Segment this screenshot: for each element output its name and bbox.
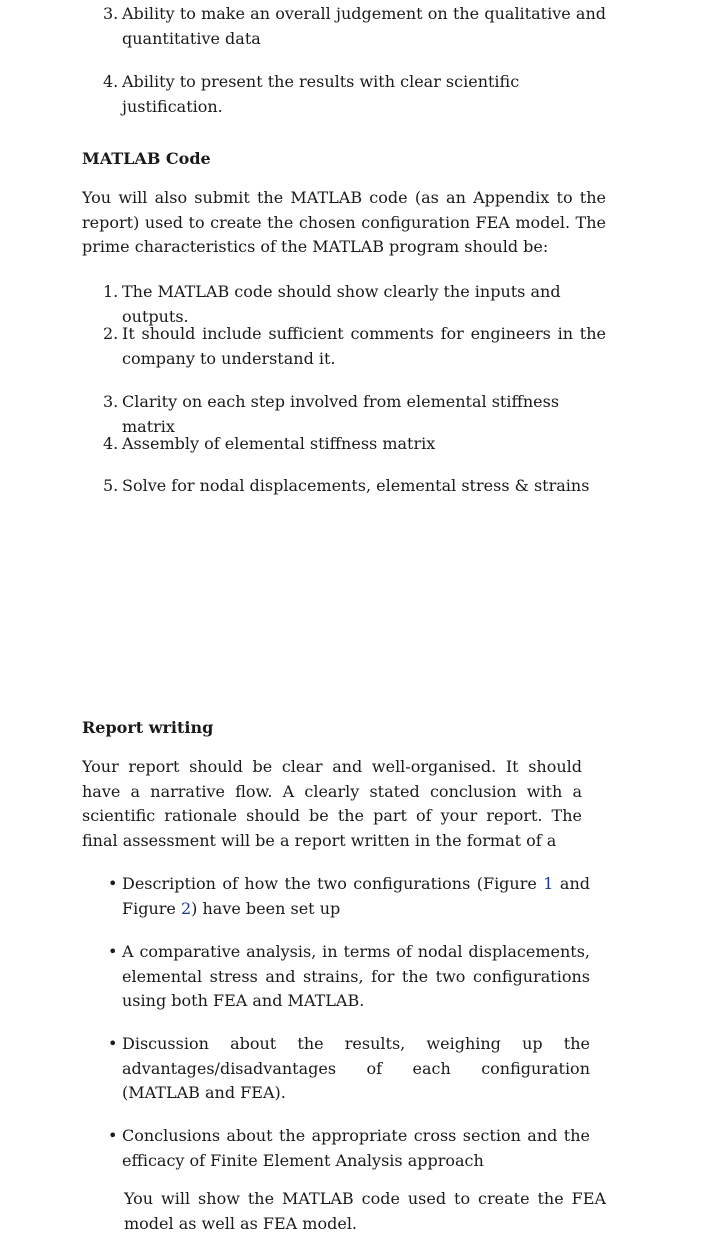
list-item-text: Clarity on each step involved from elemental stiffness matrix <box>122 392 560 436</box>
bullet-item-configurations <box>122 872 590 921</box>
list-number: 3. <box>103 392 119 411</box>
closing-paragraph: You will show the MATLAB code used to create the FEA model as well as FEA model. <box>124 1189 606 1233</box>
bullet-text: and Figure <box>122 874 591 918</box>
list-item-text: Solve for nodal displacements, elemental stress & strains <box>122 476 590 495</box>
bullet-icon: • <box>108 1034 118 1053</box>
list-item-text: Assembly of elemental stiffness matrix <box>122 434 436 453</box>
figure-2-link[interactable]: 2 <box>180 898 192 918</box>
bullet-item-conclusions: Conclusions about the appropriate cross section and the efficacy of Finite Element Analysis approach <box>122 1126 590 1170</box>
bullet-icon: • <box>108 874 118 893</box>
list-item-text: Ability to present the results with clear scientific justification. <box>122 72 520 116</box>
bullet-item-discussion: Discussion about the results, weighing up the advantages/disadvantages of each configuration (MATLAB and FEA). <box>122 1034 590 1102</box>
list-number: 5. <box>103 476 119 495</box>
bullet-item-comparative-analysis: A comparative analysis, in terms of nodal displacements, elemental stress and strains, for the two configurations using both FEA and MATLAB. <box>122 942 590 1010</box>
bullet-text: Description of how the two configurations (Figure <box>122 874 544 893</box>
bullet-icon: • <box>108 1126 118 1145</box>
bullet-icon: • <box>108 942 118 961</box>
matlab-intro-paragraph: You will also submit the MATLAB code (as an Appendix to the report) used to create the chosen configuration FEA model. The prime characteristics of the MATLAB program should be: <box>82 188 606 256</box>
figure-1-link[interactable]: 1 <box>543 874 554 893</box>
list-item-text: It should include sufficient comments for engineers in the company to understand it. <box>122 324 606 368</box>
list-number: 4. <box>103 434 119 453</box>
list-number: 4. <box>103 72 119 91</box>
report-intro-paragraph: Your report should be clear and well-organised. It should have a narrative flow. A clearly stated conclusion with a scientific rationale should be the part of your report. The final assessment will be a report written in the format of a <box>82 757 582 850</box>
section-heading-report: Report writing <box>82 718 214 737</box>
section-heading-matlab: MATLAB Code <box>82 149 211 168</box>
bullet-text: ) have been set up <box>191 898 341 918</box>
list-item-text: The MATLAB code should show clearly the inputs and outputs. <box>122 282 561 326</box>
list-number: 1. <box>103 282 119 301</box>
list-item-text: Ability to make an overall judgement on the qualitative and quantitative data <box>122 4 606 48</box>
list-number: 2. <box>103 324 119 343</box>
list-number: 3. <box>103 4 119 23</box>
